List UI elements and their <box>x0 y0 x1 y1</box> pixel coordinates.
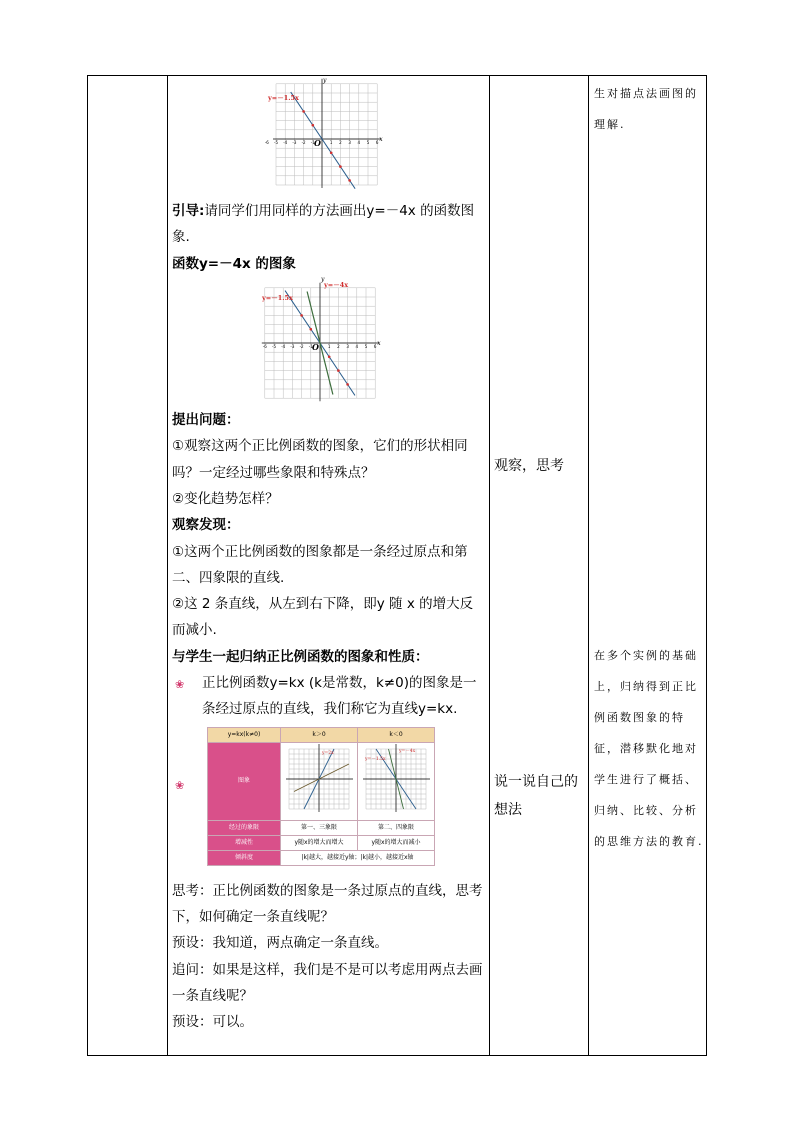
x-tick-label: 3 <box>348 140 351 145</box>
row-label: 图象 <box>208 742 281 820</box>
line-label: y=－1.5x <box>365 756 386 762</box>
line-label: y=2x <box>322 750 334 756</box>
line-label: y=－1.5x <box>262 293 293 302</box>
x-tick-label: -6 <box>262 343 267 349</box>
x-axis-label: x <box>377 339 381 347</box>
line-label: y=－1.5x <box>268 94 299 102</box>
line-positive-k <box>294 764 349 792</box>
row-label: 倾斜度 <box>208 850 281 865</box>
summary-item <box>172 670 484 723</box>
line-y-neg1.5x <box>291 92 355 189</box>
x-tick-label: -5 <box>274 140 278 145</box>
x-tick-label: -4 <box>281 343 286 349</box>
column-divider <box>167 76 168 1055</box>
observe-1: ①这两个正比例函数的图象都是一条经过原点和第二、四象限的直线. <box>172 543 468 586</box>
table-cell: y随x的增大而增大 <box>281 835 358 850</box>
y-axis-label: y <box>323 76 327 84</box>
x-tick-label: -4 <box>283 140 288 145</box>
x-tick-label: 5 <box>364 343 368 349</box>
plot-point <box>330 152 333 155</box>
student-activity-1: 观察，思考 <box>494 458 564 474</box>
table-header: y=kx(k≠0) <box>208 727 281 742</box>
intro-paragraph <box>172 198 484 251</box>
summary-text: 正比例函数y=kx (k是常数，k≠0)的图象是一条经过原点的直线，我们称它为直线y=kx. <box>202 675 477 718</box>
plot-point <box>312 124 315 127</box>
table-cell: 第二、四象限 <box>358 820 435 835</box>
plot-point <box>328 355 331 358</box>
table-header: k＜0 <box>358 727 435 742</box>
table-header: k＞0 <box>281 727 358 742</box>
y-axis-label: y <box>321 275 325 283</box>
question-heading: 提出问题： <box>172 411 240 428</box>
table-cell: 第一、三象限 <box>281 820 358 835</box>
flower-bullet-icon: ❀ <box>175 778 185 792</box>
flower-bullet-icon: ❀ <box>175 678 185 692</box>
plot-point <box>348 179 351 182</box>
plot-point <box>339 165 342 168</box>
origin-label: O <box>314 138 321 148</box>
intro-label: 引导: <box>172 203 205 219</box>
x-tick-label: 6 <box>375 140 379 145</box>
design-intent-2: 在多个实例的基础上，归纳得到正比例函数图象的特征，潜移默化地对学生进行了概括、归纳、比较、分析的思维方法的教育. <box>594 649 704 848</box>
property-table-item <box>172 727 484 866</box>
line-label: y=－4x <box>399 748 416 754</box>
preset-2: 预设：可以。 <box>172 1014 253 1031</box>
x-tick-label: 5 <box>366 140 370 145</box>
student-activity-2: 说一说自己的想法 <box>494 774 578 818</box>
row-label: 增减性 <box>208 835 281 850</box>
x-tick-label: -3 <box>292 140 297 145</box>
teaching-activity-column <box>172 75 484 1036</box>
x-tick-label: 1 <box>327 343 331 349</box>
positive-k-graph <box>286 743 352 815</box>
x-tick-label: -2 <box>301 140 306 145</box>
x-tick-label: 2 <box>339 140 342 145</box>
x-tick-label: 4 <box>355 343 359 349</box>
column-divider <box>588 76 589 1055</box>
observe-2: ②这 2 条直线，从左到右下降，即y 随 x 的增大反而减小. <box>172 596 474 639</box>
line-label: y=－4x <box>324 280 349 289</box>
preset-1: 预设：我知道，两点确定一条直线。 <box>172 935 388 952</box>
plot-point <box>337 369 340 372</box>
row-label: 经过的象限 <box>208 820 281 835</box>
x-tick-label: -3 <box>290 343 295 349</box>
plot-point <box>302 110 305 113</box>
graph2-title: 函数y=－4x 的图象 <box>172 255 296 272</box>
x-tick-label: -1 <box>308 343 313 349</box>
table-cell: y随x的增大而减小 <box>358 835 435 850</box>
intro-text: 请同学们用同样的方法画出y=－4x 的函数图象. <box>172 203 475 246</box>
x-tick-label: -1 <box>310 140 315 145</box>
x-tick-label: -6 <box>264 140 269 145</box>
graph-y-neg1.5x <box>266 77 390 195</box>
x-tick-label: 4 <box>357 140 361 145</box>
negative-k-graph <box>363 743 429 815</box>
column-divider <box>489 76 490 1055</box>
followup-paragraph: 追问：如果是这样，我们是不是可以考虑用两点去画一条直线呢？ <box>172 961 483 1004</box>
x-axis-label: x <box>379 136 383 143</box>
question-1: ①观察这两个正比例函数的图象，它们的形状相同吗？一定经过哪些象限和特殊点？ <box>172 438 468 481</box>
property-table <box>207 727 435 866</box>
summary-heading: 与学生一起归纳正比例函数的图象和性质： <box>172 648 429 665</box>
x-tick-label: 2 <box>337 343 340 349</box>
plot-point <box>310 328 313 331</box>
x-tick-label: 1 <box>329 140 333 145</box>
table-cell: |k|越大，越接近y轴；|k|越小，越接近x轴 <box>281 850 435 865</box>
origin-label: O <box>312 341 319 352</box>
design-intent-1: 生对描点法画图的理解. <box>594 87 698 131</box>
think-paragraph: 思考：正比例函数的图象是一条过原点的直线，思考下，如何确定一条直线呢？ <box>172 882 483 925</box>
observe-heading: 观察发现： <box>172 517 240 534</box>
graph-y-neg4x <box>262 277 394 407</box>
x-tick-label: -2 <box>299 343 304 349</box>
x-tick-label: 3 <box>346 343 349 349</box>
plot-point <box>346 383 349 386</box>
x-tick-label: 6 <box>373 343 377 349</box>
plot-point <box>300 314 303 317</box>
x-tick-label: -5 <box>272 343 276 349</box>
question-2: ②变化趋势怎样？ <box>172 490 279 507</box>
